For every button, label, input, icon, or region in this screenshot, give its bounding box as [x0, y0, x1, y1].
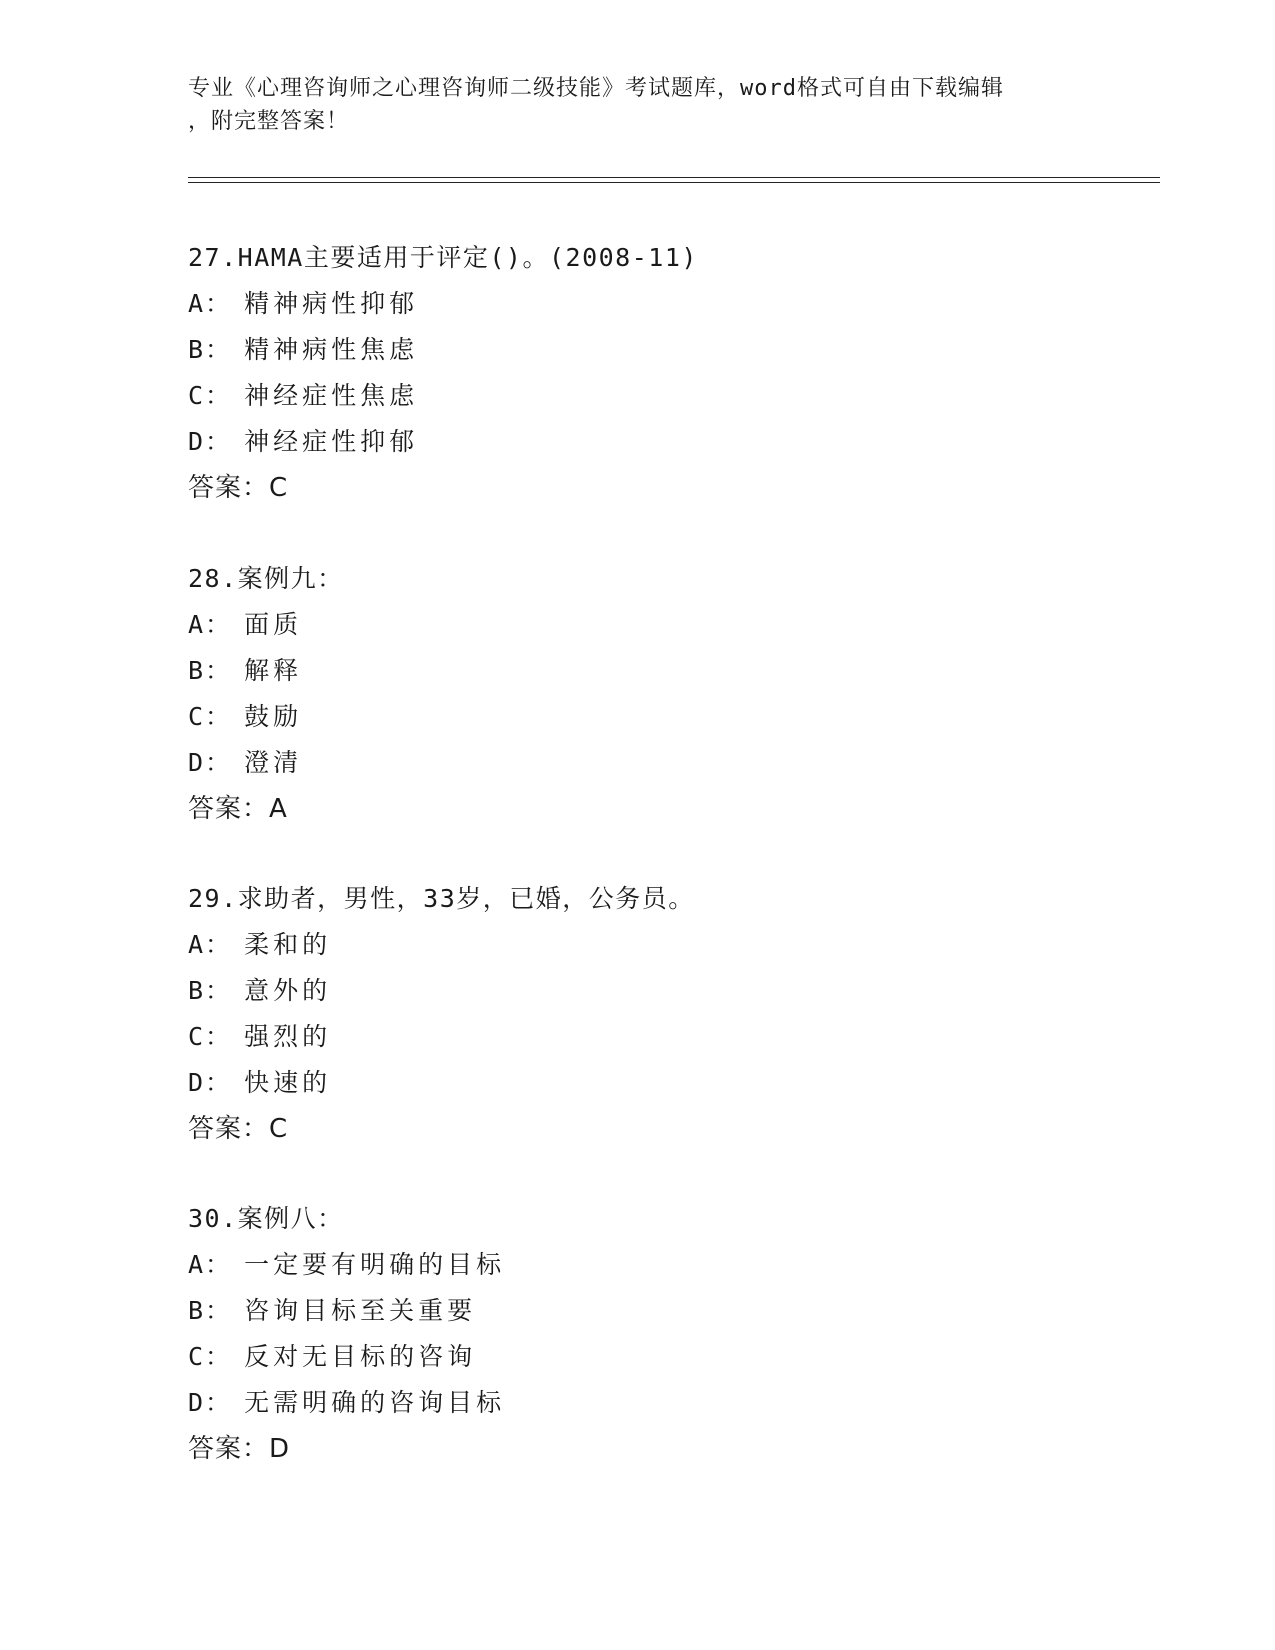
option-text: 快速的: [244, 1068, 332, 1097]
option-letter: A：: [188, 610, 233, 639]
option-text: 咨询目标至关重要: [244, 1296, 477, 1325]
option-b: [188, 968, 1148, 1014]
option-d: [188, 1380, 1148, 1426]
question-title: 29.求助者，男性，33岁，已婚，公务员。: [188, 884, 695, 913]
option-c: [188, 1014, 1148, 1060]
option-d: [188, 740, 1148, 786]
option-text: 神经症性抑郁: [244, 427, 419, 456]
option-letter: D：: [188, 748, 233, 777]
answer-line: 答案：C: [188, 473, 289, 503]
option-letter: B：: [188, 656, 233, 685]
option-text: 反对无目标的咨询: [244, 1342, 477, 1371]
option-b: [188, 648, 1148, 694]
question-29: [188, 876, 1148, 1152]
option-text: 神经症性焦虑: [244, 381, 419, 410]
option-c: [188, 1334, 1148, 1380]
option-letter: C：: [188, 702, 233, 731]
question-title: 28.案例九：: [188, 564, 344, 593]
header-divider-top: [188, 177, 1160, 178]
option-text: 柔和的: [244, 930, 332, 959]
option-text: 精神病性抑郁: [244, 289, 419, 318]
option-letter: C：: [188, 1342, 233, 1371]
option-letter: D：: [188, 427, 233, 456]
option-text: 精神病性焦虑: [244, 335, 419, 364]
option-text: 面质: [244, 610, 303, 639]
question-title: 27.HAMA主要适用于评定()。(2008-11): [188, 243, 698, 272]
option-letter: C：: [188, 381, 233, 410]
option-text: 解释: [244, 656, 303, 685]
option-letter: B：: [188, 976, 233, 1005]
option-d: [188, 419, 1148, 465]
option-b: [188, 1288, 1148, 1334]
option-c: [188, 694, 1148, 740]
option-a: [188, 922, 1148, 968]
option-text: 强烈的: [244, 1022, 332, 1051]
option-b: [188, 327, 1148, 373]
answer-line: 答案：C: [188, 1114, 289, 1144]
option-c: [188, 373, 1148, 419]
option-text: 无需明确的咨询目标: [244, 1388, 506, 1417]
question-30: [188, 1196, 1148, 1472]
option-letter: A：: [188, 289, 233, 318]
option-a: [188, 602, 1148, 648]
header-divider-bottom: [188, 182, 1160, 183]
option-d: [188, 1060, 1148, 1106]
option-letter: D：: [188, 1068, 233, 1097]
option-text: 澄清: [244, 748, 303, 777]
option-letter: D：: [188, 1388, 233, 1417]
option-a: [188, 1242, 1148, 1288]
question-title: 30.案例八：: [188, 1204, 344, 1233]
option-a: [188, 281, 1148, 327]
header-line-1: 专业《心理咨询师之心理咨询师二级技能》考试题库，word格式可自由下载编辑: [188, 76, 1004, 101]
option-letter: A：: [188, 1250, 233, 1279]
option-text: 意外的: [244, 976, 332, 1005]
question-28: [188, 556, 1148, 832]
option-letter: B：: [188, 1296, 233, 1325]
question-27: [188, 235, 1148, 511]
option-letter: C：: [188, 1022, 233, 1051]
option-text: 鼓励: [244, 702, 303, 731]
header-line-2: ，附完整答案！: [188, 109, 350, 134]
option-text: 一定要有明确的目标: [244, 1250, 506, 1279]
answer-line: 答案：A: [188, 794, 288, 824]
option-letter: B：: [188, 335, 233, 364]
answer-line: 答案：D: [188, 1434, 291, 1464]
document-header: [188, 72, 1088, 138]
option-letter: A：: [188, 930, 233, 959]
